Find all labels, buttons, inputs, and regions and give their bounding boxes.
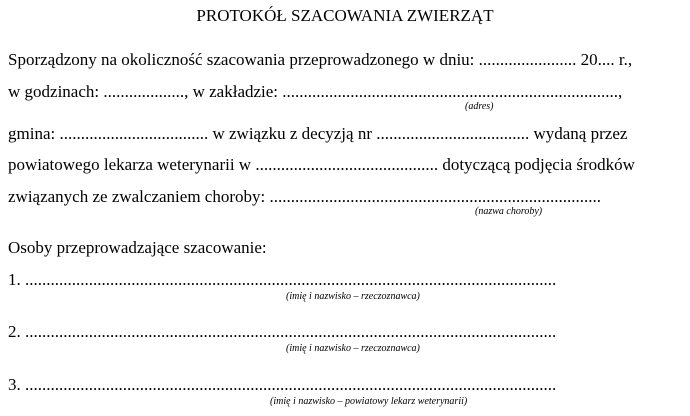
person-caption-2: (imię i nazwisko – rzeczoznawca) [286,343,420,354]
text-line-veterinarian: powiatowego lekarza weterynarii w ........................................... dotyczącą podjęcia środków [8,155,635,174]
text-line-disease: związanych ze zwalczaniem choroby: .............................................................................. [8,187,601,206]
person-line-1: 1. ............................................................................................................................. [8,270,557,289]
document-title: PROTOKÓŁ SZACOWANIA ZWIERZĄT [196,6,494,25]
person-caption-3: (imię i nazwisko – powiatowy lekarz weterynarii) [270,396,468,407]
address-caption: (adres) [465,101,494,112]
persons-heading: Osoby przeprowadzające szacowanie: [8,238,267,257]
text-line-hours-facility: w godzinach: ..................., w zakładzie: ..............................................................................., [8,82,623,101]
person-caption-1: (imię i nazwisko – rzeczoznawca) [286,291,420,302]
text-line-date: Sporządzony na okoliczność szacowania przeprowadzonego w dniu: ....................... 20.... r., [8,50,633,69]
text-line-municipality-decision: gmina: ................................... w związku z decyzją nr .................................... wydaną przez [8,124,628,143]
person-line-3: 3. ............................................................................................................................. [8,375,557,394]
disease-name-caption: (nazwa choroby) [475,206,543,217]
person-line-2: 2. ............................................................................................................................. [8,322,557,341]
